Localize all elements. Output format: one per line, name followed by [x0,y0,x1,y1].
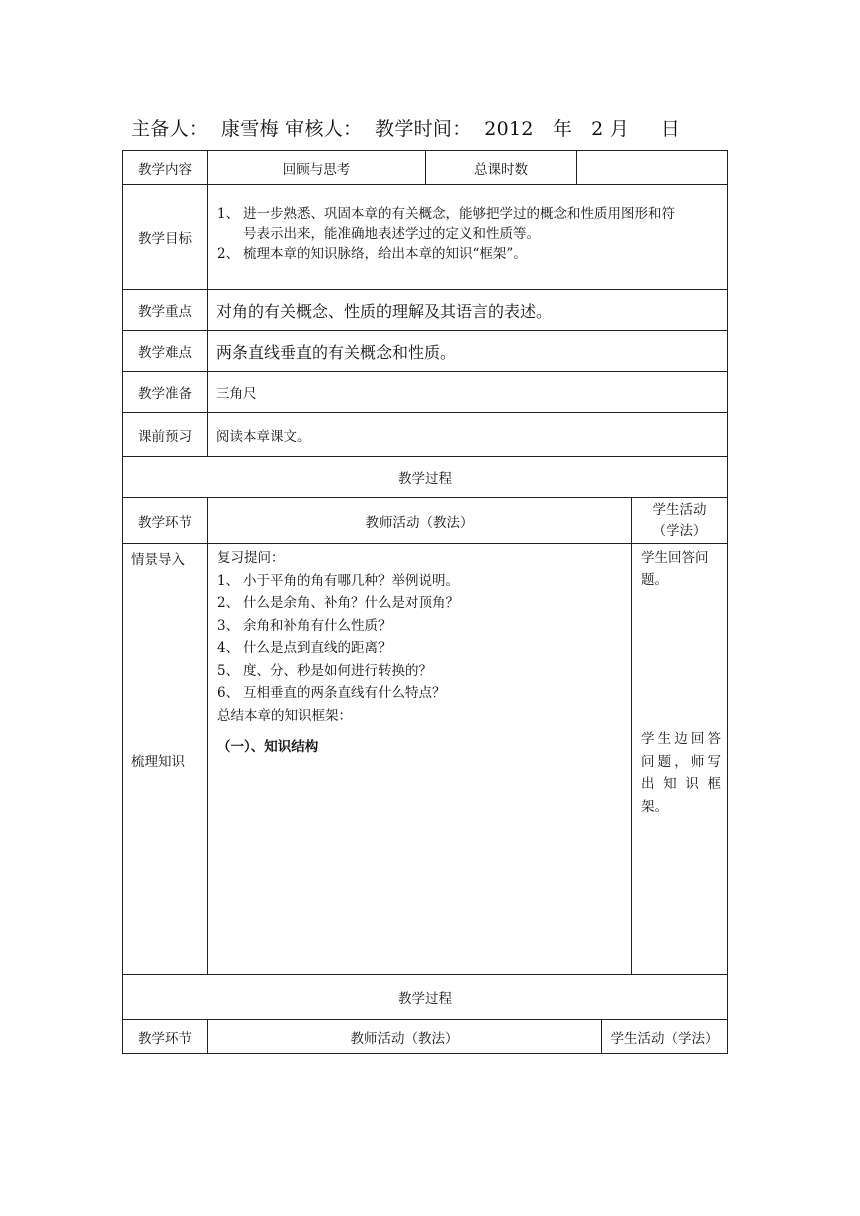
goal-list [217,204,727,264]
question-item [217,660,631,683]
stage-header: 教学环节 [138,514,192,531]
question-item [217,570,631,593]
total-hours-value-cell [576,150,728,185]
content-value-cell [207,150,426,185]
question-item [217,682,631,705]
time-label: 教学时间： [375,118,472,140]
preview-label-cell [122,412,208,457]
day-unit: 日 [660,118,681,140]
preview-value-cell [207,412,728,457]
teacher-header-cell [207,497,632,544]
goal-item [217,244,727,264]
question-text: 什么是点到直线的距离？ [243,640,392,656]
difficulty-label-cell [122,330,208,372]
structure-heading: （一）、知识结构 [217,739,319,755]
preview-label: 课前预习 [138,428,192,445]
student-response-2: 学生边回答问题，师写出知识框架。 [641,731,721,815]
process-title-cell [122,456,728,498]
process2-title: 教学过程 [398,991,452,1007]
student-activity-cell [631,543,728,975]
total-hours-label-cell [425,150,577,185]
process2-title-cell [122,974,728,1020]
question-number: 4、 [217,640,240,656]
prep-value-cell [207,371,728,413]
question-text: 什么是余角、补角？什么是对顶角？ [243,595,459,611]
preparer-name: 康雪梅 [220,118,279,140]
student-header: 学生活动（学法） [652,501,707,539]
question-text: 余角和补角有什么性质？ [243,617,392,634]
goal-number: 1、 [217,206,240,222]
year-unit: 年 [552,118,573,140]
stage-intro: 情景导入 [131,552,185,568]
goal-text-continued: 号表示出来，能准确地表述学过的定义和性质等。 [243,226,540,242]
difficulty-label: 教学难点 [138,345,192,361]
total-hours-label: 总课时数 [474,161,528,178]
goal-text: 进一步熟悉、巩固本章的有关概念，能够把学过的概念和性质用图形和符 [243,206,675,222]
goal-number: 2、 [217,246,240,262]
goal-label: 教学目标 [138,231,192,247]
question-text: 互相垂直的两条直线有什么特点？ [243,685,446,701]
year-value: 2012 [484,118,534,140]
process2-teacher-header-cell [207,1019,602,1054]
stage-organize: 梳理知识 [131,754,185,770]
goal-text: 梳理本章的知识脉络，给出本章的知识“框架”。 [243,246,527,262]
preparer-label: 主备人： [131,118,209,140]
prep-label-cell [122,371,208,413]
process2-teacher-header: 教师活动（教法） [350,1030,459,1047]
teacher-header: 教师活动（教法） [365,514,474,531]
question-text: 小于平角的角有哪几种？举例说明。 [243,572,459,589]
stage-column-cell [122,543,208,975]
process2-stage-header-cell [122,1019,208,1054]
question-item [217,637,631,660]
goal-item [217,204,727,244]
prep-label: 教学准备 [138,386,192,402]
question-number: 5、 [217,662,240,679]
question-text: 度、分、秒是如何进行转换的？ [243,662,432,679]
process-title: 教学过程 [398,471,452,487]
key-label: 教学重点 [138,304,192,320]
question-number: 3、 [217,617,240,634]
difficulty-value: 两条直线垂直的有关概念和性质。 [216,342,457,362]
process2-stage-header: 教学环节 [138,1030,192,1047]
process2-student-header-cell [601,1019,728,1054]
key-label-cell [122,289,208,331]
month-value: 2 [591,118,604,140]
student-response-1: 学生回答问题。 [641,550,709,588]
prep-value: 三角尺 [216,386,257,402]
teacher-activity-cell [207,543,632,975]
process2-student-header: 学生活动（学法） [610,1030,719,1047]
stage-header-cell [122,497,208,544]
key-value-cell [207,289,728,331]
student-header-cell [631,497,728,544]
reviewer-label: 审核人： [285,118,363,140]
goal-value-cell [207,184,728,290]
question-item [217,592,631,615]
key-value: 对角的有关概念、性质的理解及其语言的表述。 [216,301,553,321]
preview-value: 阅读本章课文。 [216,428,311,445]
question-number: 2、 [217,595,240,611]
question-number: 1、 [217,572,240,589]
content-value: 回顾与思考 [282,161,351,178]
goal-label-cell [122,184,208,290]
month-unit: 月 [609,118,630,140]
question-number: 6、 [217,685,240,701]
document-header [131,114,680,141]
question-item [217,615,631,638]
review-intro: 复习提问： [217,550,285,566]
content-label: 教学内容 [138,161,192,178]
content-label-cell [122,150,208,185]
summary-text: 总结本章的知识框架： [217,707,352,724]
difficulty-value-cell [207,330,728,372]
